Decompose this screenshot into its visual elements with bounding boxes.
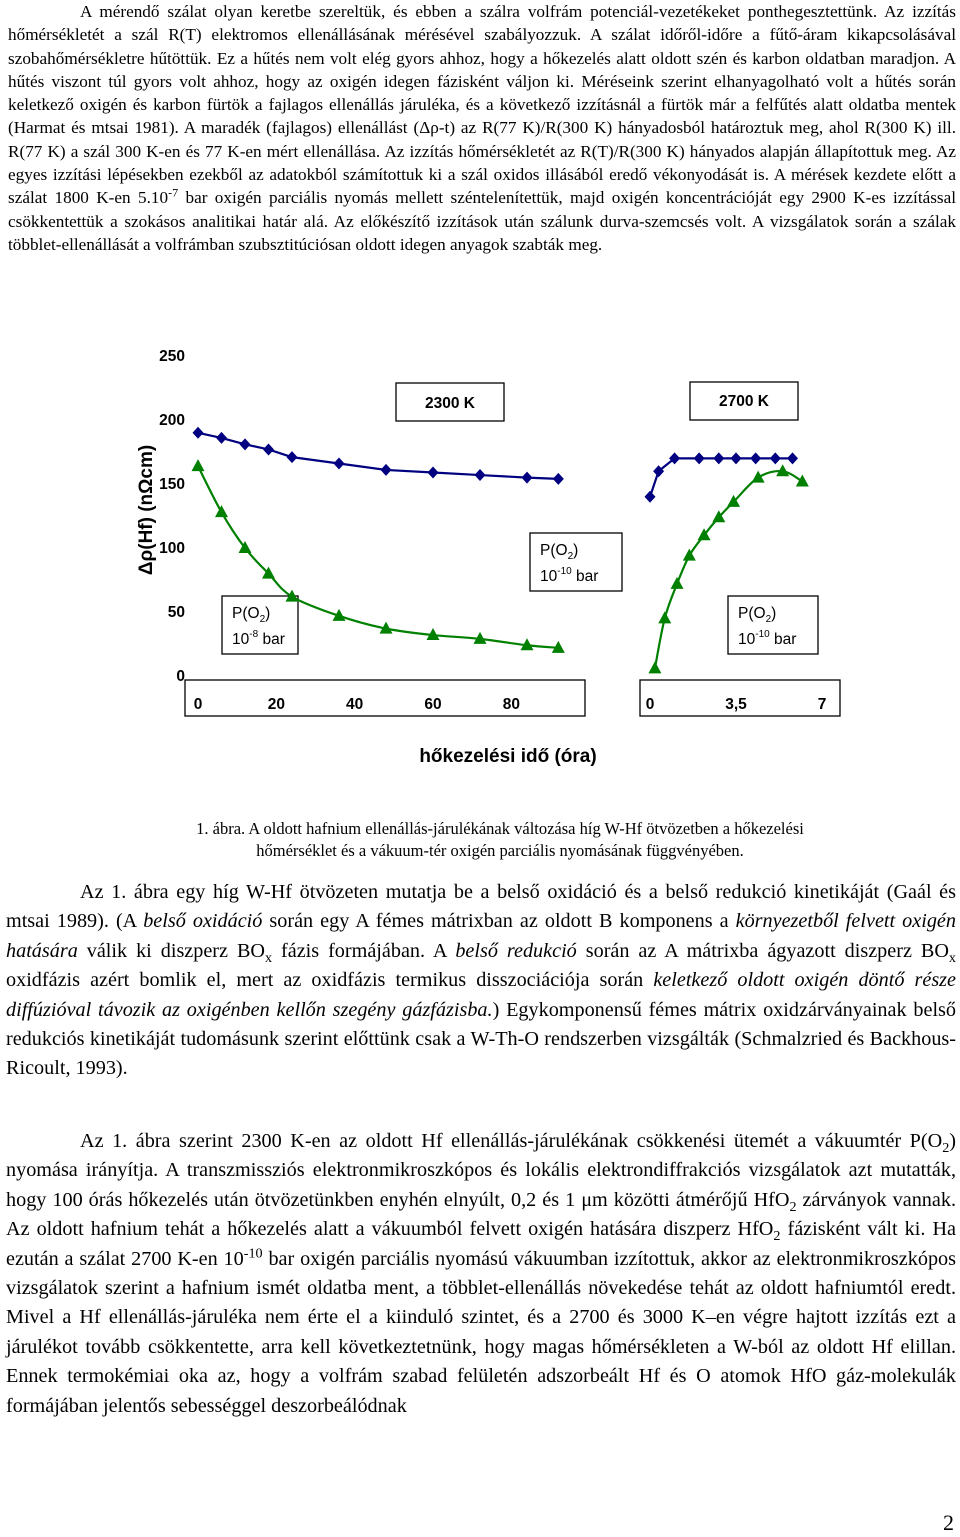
temp-label-right: 2700 K [719, 393, 769, 410]
left-diamond-series-line [198, 433, 558, 479]
intro-text-2: -t) az R(77 K)/R(300 K) hányadosból határoztuk meg, ahol R(300 K) ill. R(77 K) a szál 300 K-en és 77 K-en mért ellenállása. Az izzítás hőmérsékletét az R(T)/R(300 K) hányados alapján állapítottuk meg. Az egyes izzítási lépésekben ezekből az adatokból számítottuk ki a szál oxidos illásából eredő vékonyodását is. A mérések kezdete előtt a szálat 1800 K-en 5.10 [8, 118, 956, 208]
y-tick-label: 50 [167, 604, 185, 621]
intro-text-3: bar oxigén parciális nyomás mellett széntelenítettük, majd oxigén koncentrációját egy 2900 K-es izzítással csökkentettük a szokásos analitikai határ alá. Az előkészítő izzítások után szálunk durva-szemcsés volt. A vizsgálatok során a szálak többlet-ellenállását a volfrámban szubsztitúciósan oldott idegen anyagok szabták meg. [8, 188, 957, 254]
p3-sub-3: 2 [773, 1228, 781, 1245]
p-o2-label-1-line-2: $10^{-8}$ bar [232, 629, 285, 648]
figure-1-chart [0, 330, 960, 800]
right-triangle-series-triangle-marker [671, 577, 684, 589]
p3-sub-1: 2 [942, 1140, 950, 1157]
right-diamond-series-diamond-marker [770, 452, 781, 464]
x-tick-label: 40 [346, 696, 364, 713]
y-tick-label: 250 [159, 348, 185, 365]
page-number: 2 [943, 1510, 954, 1535]
y-tick-label: 150 [159, 476, 185, 493]
p2-text-a: Az 1. ábra egy híg W-Hf ötvözeten mutatja be a belső oxidáció és a belső redukció kinetikáját (Gaál és mtsai 1989). (A [6, 881, 956, 933]
p2-text-c: során egy A fémes mátrixban az oldott B komponens a [262, 910, 736, 933]
x-tick-label: 60 [424, 696, 442, 713]
right-diamond-series-diamond-marker [645, 491, 656, 503]
right-diamond-series-line [650, 458, 793, 496]
p-o2-label-2-line-2: $10^{-10}$ bar [540, 566, 599, 585]
exponent: -7 [168, 185, 179, 200]
right-triangle-series-triangle-marker [658, 611, 671, 623]
p3-text-e: fázisként vált ki. Ha ezután a szálat 2700 K-en 10 [6, 1218, 956, 1270]
x-tick-label: 80 [502, 696, 520, 713]
right-diamond-series-diamond-marker [713, 452, 724, 464]
temp-label-left: 2300 K [425, 395, 475, 412]
left-diamond-series-diamond-marker [193, 427, 204, 439]
x-axis-frame-left [185, 680, 585, 716]
paragraph-internal-oxidation [6, 878, 956, 1084]
left-diamond-series-diamond-marker [240, 438, 251, 450]
p3-text-d: zárványok vannak. Az oldott hafnium tehát a hőkezelés alatt a vákuumból felvett oxigén hatására diszperz HfO [6, 1188, 956, 1241]
left-diamond-series-diamond-marker [287, 451, 298, 463]
x-tick-label: 0 [645, 696, 655, 713]
p2-italic-k: keletkező oldott oxigén döntő része diffúzióval távozik az oxigénben kellőn szegény gázfázisba. [6, 969, 956, 1021]
y-tick-label: 0 [176, 668, 185, 685]
p2-text-f: fázis formájában. A [272, 939, 456, 962]
left-diamond-series-diamond-marker [475, 469, 486, 481]
x-tick-label: 7 [817, 696, 827, 713]
left-diamond-series-diamond-marker [334, 458, 345, 470]
p3-text-f: bar oxigén parciális nyomású vákuumban izzítottuk, akkor az elektronmikroszkópos vizsgálatok szerint a hafnium ismét oldatba ment, a többlet-ellenállás növekedése tehát az oldott hafniumtól eredt. Mivel a Hf ellenállás-járuléka nem érte el a kiinduló szintet, és a 2700 és 3000 K–en végre hajtott izzítás ezt a járulékot tovább csökkentette, arra kell következtetnünk, hogy magas hőmérsékleten a W-ból az oldott Hf elillan. Ennek termokémiai oka az, hogy a volfrám szabad felületén adszorbeált Hf és O atomok HfO gáz-molekulák formájában jelentős sebességgel deszorbeálódnak [6, 1247, 956, 1417]
left-diamond-series-diamond-marker [216, 432, 227, 444]
p-o2-label-2-line-1: $P(O_2)$ [540, 542, 579, 562]
right-triangle-series-triangle-marker [796, 474, 809, 486]
y-tick-label: 100 [159, 540, 185, 557]
y-axis-label: Δρ(Hf) (nΩcm) [136, 444, 157, 576]
intro-text-1: A mérendő szálat olyan keretbe szereltük, és ebben a szálra volfrám potenciál-vezetékeket ponthegesztettünk. Az izzítás hőmérsékletét a szál R(T) elektromos ellenállásának mérésével szabályozzuk. A szálat időről-időre a fűtő-áram kikapcsolásával szobahőmérsékletre hűtöttük. Ez a hűtés nem volt elég gyors ahhoz, hogy a hőkezelés alatt oldott szén és karbon oldatban maradjon. A hűtés viszont túl gyors volt ahhoz, hogy az oxigén idegen fázisként váljon ki. Méréseink szerint elhanyagolható volt a hűtés során keletkező oxigén és karbon fürtök a fajlagos ellenállás járuléka, és a következő izzításnál a fürtök már a felfűtés alatt oldatba mentek (Harmat és mtsai 1981). A maradék (fajlagos) ellenállást ( [8, 2, 956, 138]
left-diamond-series-diamond-marker [522, 472, 533, 484]
p3-text-b: ) nyomása irányítja. A transzmissziós elektronmikroszkópos és lokális elektrondiffrakciós vizsgálatok azt mutatták, hogy 100 órás hőkezelés után ötvözetünkben enyhén elnyúlt, 0,2 és 1 [6, 1130, 956, 1211]
p2-sub-1: x [265, 949, 273, 966]
right-diamond-series-diamond-marker [787, 452, 798, 464]
p3-micron: μm [581, 1188, 608, 1211]
p2-text-j: oxidfázis azért bomlik el, mert az oxidfázis termikus disszociációja során [6, 969, 654, 992]
p2-italic-d: környezetből felvett oxigén hatására [6, 910, 956, 962]
p2-sub-2: x [948, 949, 956, 966]
delta-rho-symbol: Δρ [419, 118, 439, 138]
caption-line-1: 1. ábra. A oldott hafnium ellenállás-járulékának változása híg W-Hf ötvözetben a hőkezelési [196, 819, 804, 838]
p3-sup-1: -10 [243, 1244, 263, 1261]
right-diamond-series-diamond-marker [694, 452, 705, 464]
left-triangle-series-triangle-marker [192, 459, 205, 471]
p-o2-label-3-line-2: $10^{-10}$ bar [738, 629, 797, 648]
left-diamond-series-diamond-marker [381, 464, 392, 476]
caption-line-2: hőmérséklet és a vákuum-tér oxigén parciális nyomásának függvényében. [256, 841, 744, 860]
p-o2-label-1-line-1: $P(O_2)$ [232, 605, 271, 625]
p2-text-h: során az A mátrixba ágyazott diszperz BO [576, 939, 949, 962]
left-diamond-series-diamond-marker [553, 473, 564, 485]
left-diamond-series-diamond-marker [428, 466, 439, 478]
right-triangle-series-triangle-marker [648, 661, 661, 673]
p2-text-l: ) Egykomponensű fémes mátrix oxidzárványainak belső redukciós kinetikáját tudomásunk szerint előttünk csak a W-Th-O rendszerben vizsgálták (Schmalzried és Backhous-Ricoult, 1993). [6, 998, 957, 1080]
right-diamond-series-diamond-marker [750, 452, 761, 464]
chart-svg [0, 330, 960, 800]
right-triangle-series-triangle-marker [752, 471, 765, 483]
y-tick-label: 200 [159, 412, 185, 429]
left-triangle-series-triangle-marker [215, 505, 228, 517]
p3-sub-2: 2 [789, 1198, 797, 1215]
x-tick-label: 0 [193, 696, 203, 713]
p3-text-a: Az 1. ábra szerint 2300 K-en az oldott Hf ellenállás-járulékának csökkenési ütemét a vákuumtér P(O [80, 1130, 943, 1152]
p2-italic-g: belső redukció [455, 939, 577, 962]
x-tick-label: 3,5 [725, 696, 747, 713]
x-axis-label: hőkezelési idő (óra) [419, 746, 597, 767]
p2-text-e: válik ki diszperz BO [77, 939, 265, 962]
intro-paragraph [8, 0, 956, 256]
p3-text-c: közötti átmérőjű HfO [607, 1188, 790, 1211]
right-diamond-series-diamond-marker [731, 452, 742, 464]
paragraph-2300k-results [6, 1127, 956, 1421]
x-tick-label: 20 [267, 696, 285, 713]
p2-italic-b: belső oxidáció [143, 910, 263, 933]
p-o2-label-3-line-1: $P(O_2)$ [738, 605, 777, 625]
left-diamond-series-diamond-marker [263, 443, 274, 455]
figure-caption [100, 818, 900, 862]
